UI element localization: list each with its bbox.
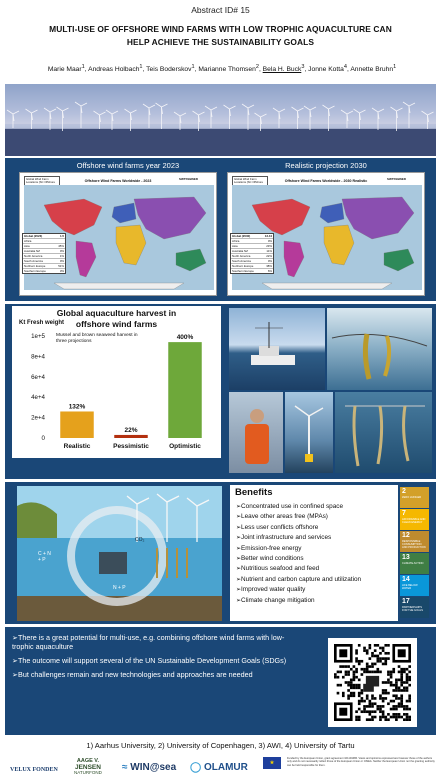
sdg-2-icon: 2 ZERO HUNGER (400, 487, 429, 508)
underwater-kelp-photo (335, 392, 432, 473)
australia-shape (384, 249, 414, 271)
author: Jonne Kotta (308, 66, 344, 74)
antarctica-shape (262, 283, 392, 289)
y-tick-label: 2e+4 (31, 414, 45, 422)
benefit-item: ➢ Joint infrastructure and services (236, 533, 361, 543)
map-header: Offshore Wind Farms Worldwide - 2030 Realistic (284, 179, 368, 183)
europe-shape (320, 203, 344, 223)
benefit-item: ➢ Nutritious seafood and feed (236, 564, 361, 574)
conclusion-item: ➢ The outcome will support several of the UN Sustainable Development Goals (SDGs) (12, 656, 302, 665)
author: Marianne Thomsen (198, 66, 256, 74)
y-tick-label: 0 (41, 435, 45, 442)
velux-fonden-logo: VELUX FONDEN (10, 767, 58, 773)
olamur-logo: ◯ OLAMUR (190, 762, 248, 773)
author: Teis Boderskov (146, 66, 192, 74)
africa-shape (116, 225, 146, 265)
map-2023 (19, 172, 217, 296)
chart-y-unit: Kt Fresh weight (19, 320, 65, 326)
map-logo: SWTFEBNED (387, 177, 406, 181)
eu-funding-disclaimer: Funded by the European Union, grant agreement 101104486. Views and opinions expressed are however those of the authors only and do not necessarily reflect those of the European Union or CINEA. Neither the European Union nor the granting authority can be held responsible for them. (287, 757, 435, 767)
bar-data-label: 22% (124, 426, 138, 434)
benefit-item: ➢ Leave other areas free (MPAs) (236, 512, 361, 522)
asia-shape (134, 197, 206, 239)
author: Andreas Holbach (88, 66, 140, 74)
bar-pessimistic (114, 435, 147, 438)
map-logo: SWTFEBNED (179, 177, 198, 181)
title-line-1: MULTI-USE OF OFFSHORE WIND FARMS WITH LOW TROPHIC AQUACULTURE CAN (49, 24, 392, 34)
north-america-shape (252, 199, 310, 235)
asia-shape (342, 197, 414, 239)
benefit-item: ➢ Concentrated use in confined space (236, 502, 361, 512)
bar-data-label: 132% (68, 403, 86, 411)
abstract-id: Abstract ID# 15 (191, 5, 250, 15)
south-america-shape (284, 241, 304, 277)
worker-photo (229, 392, 283, 473)
sdg-7-icon: 7 AFFORDABLE AND CLEAN ENERGY (400, 509, 429, 530)
benefit-item: ➢ Better wind conditions (236, 554, 361, 564)
map-note: Global Wind Farm Locations (SC Offshore (232, 176, 268, 190)
map-2030 (227, 172, 425, 296)
benefit-item: ➢ Climate change mitigation (236, 596, 361, 606)
benefits-list (236, 502, 361, 606)
south-america-shape (76, 241, 96, 277)
y-tick-label: 4e+4 (31, 394, 45, 402)
np-label: N + P (113, 585, 126, 591)
map-2030-title: Realistic projection 2030 (285, 161, 367, 170)
conclusion-item: ➢ But challenges remain and new technologies and approaches are needed (12, 670, 302, 679)
x-category-label: Optimistic (169, 443, 201, 450)
sdg-13-icon: 13 CLIMATE ACTION (400, 553, 429, 574)
benefit-item: ➢ Less user conflicts offshore (236, 523, 361, 533)
co2-label: CO₂ (135, 537, 145, 543)
wind-turbines-illustration (5, 84, 436, 156)
title-line-2: HELP ACHIEVE THE SUSTAINABILITY GOALS (126, 37, 315, 47)
x-category-label: Pessimistic (113, 443, 149, 450)
benefit-item: ➢ Improved water quality (236, 585, 361, 595)
australia-shape (176, 249, 206, 271)
chart-title: Global aquaculture harvest in offshore wind farms (56, 308, 177, 329)
benefit-item: ➢ Emission-free energy (236, 544, 361, 554)
y-tick-label: 1e+5 (31, 333, 45, 340)
qr-code[interactable] (328, 638, 417, 727)
qr-code-pattern (334, 644, 411, 721)
conclusions-list (12, 633, 302, 684)
map-header: Offshore Wind Farms Worldwide - 2023 (84, 179, 152, 183)
benefit-item: ➢ Nutrient and carbon capture and utilization (236, 575, 361, 585)
bar-optimistic (168, 342, 201, 438)
north-america-shape (44, 199, 102, 235)
author: Marie Maar (47, 66, 82, 74)
winsea-logo: ≈ WIN@sea (122, 762, 177, 773)
share-table: Global (2030) 13.44 Africa 0% Asia 23% Australia NZ 11% North America 22% South America 0% Northern Europe 38% Southern Europe 6% (232, 234, 272, 273)
seaweed-line-photo (327, 308, 432, 390)
x-category-label: Realistic (63, 443, 91, 450)
eu-flag-icon: ★ (263, 757, 281, 769)
wind-farm-banner-photo (5, 84, 436, 156)
aquaculture-photos (229, 308, 432, 473)
share-table: Global (2023) 1.5 Africa Asia 45% Australia NZ 0% North America 1% South America 0% Northern Europe 51% Southern Europe 3% (24, 234, 64, 273)
bar-realistic (60, 411, 93, 438)
nutrient-label: C + N + P (38, 551, 51, 563)
harvest-bar-chart (12, 330, 221, 458)
africa-shape (324, 225, 354, 265)
affiliations: 1) Aarhus University, 2) University of Copenhagen, 3) AWI, 4) University of Tartu (86, 741, 355, 750)
multi-use-diagram (17, 486, 222, 621)
sdg-14-icon: 14 LIFE BELOW WATER (400, 575, 429, 596)
author-list: Marie Maar$^1$, Andreas Holbach$^1$, Teis Boderskov$^1$, Marianne Thomsen$^2$, Bela H. Buck$^3$, Jonne Kotta$^4$, Annette Bruhn$^1$ (47, 64, 397, 74)
sdg-12-icon: 12 RESPONSIBLE CONSUMPTION AND PRODUCTION (400, 531, 429, 552)
author: Annette Bruhn (350, 66, 394, 74)
benefits-title: Benefits (235, 487, 273, 498)
aage-v-jensen-logo: AAGE V. JENSEN NATURFOND (74, 758, 102, 775)
sdg-17-icon: 17 PARTNERSHIPS FOR THE GOALS (400, 597, 429, 618)
chart-note: Mussel and brown seaweed harvest in three projections (56, 333, 138, 344)
bar-data-label: 400% (176, 334, 194, 342)
y-tick-label: 8e+4 (31, 353, 45, 361)
partner-logos (0, 757, 441, 784)
fishing-boat-photo (229, 308, 325, 390)
conclusion-item: ➢ There is a great potential for multi-use, e.g. combining offshore wind farms with low-trophic aquaculture (12, 633, 302, 651)
y-tick-label: 6e+4 (31, 373, 45, 381)
presenting-author: Bela H. Buck (262, 66, 302, 74)
sdg-icons (400, 487, 430, 619)
europe-shape (112, 203, 136, 223)
poster-title (20, 23, 421, 49)
map-note: Global Wind Farm Locations (SC Offshore (24, 176, 60, 190)
turbine-photo (285, 392, 333, 473)
antarctica-shape (54, 283, 184, 289)
map-2023-title: Offshore wind farms year 2023 (76, 161, 180, 170)
